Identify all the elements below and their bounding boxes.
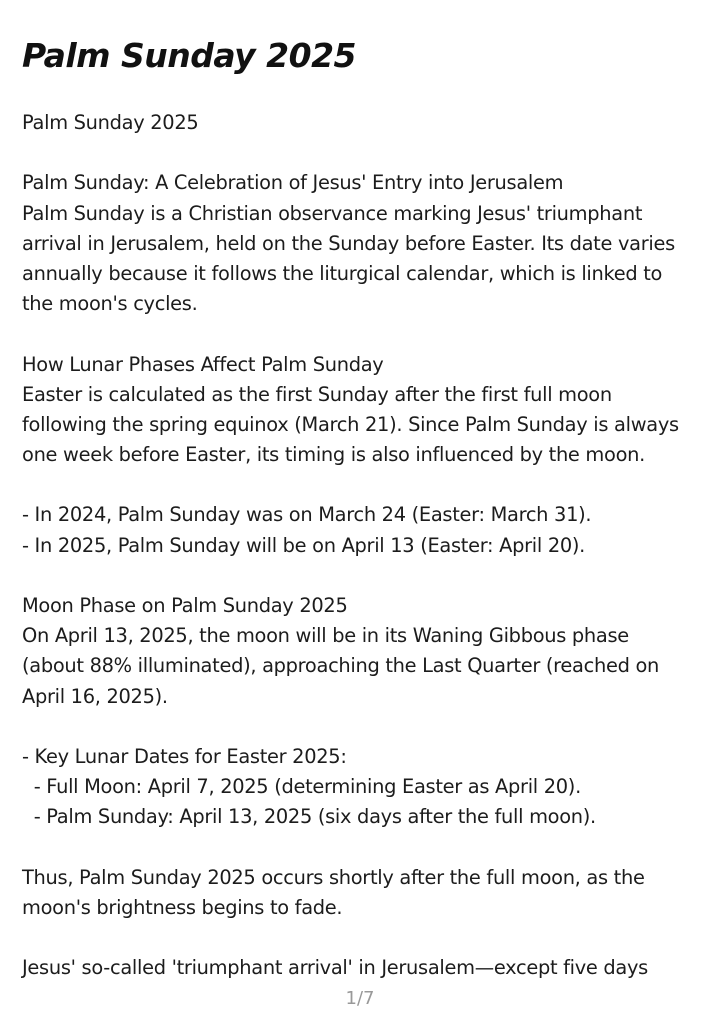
text-line: following the spring equinox (March 21). Since Palm Sunday is always (22, 412, 679, 436)
text-line: - Palm Sunday: April 13, 2025 (six days after the full moon). (22, 805, 596, 829)
text-line: Palm Sunday 2025 (22, 111, 199, 134)
text-line: arrival in Jerusalem, held on the Sunday before Easter. Its date varies (22, 231, 675, 255)
paragraph-gap (22, 923, 702, 953)
text-line: moon's brightness begins to fade. (22, 895, 343, 919)
text-line: Jesus' so-called 'triumphant arrival' in Jerusalem—except five days (22, 956, 648, 980)
text-line: (about 88% illuminated), approaching the Last Quarter (reached on (22, 654, 660, 678)
text-line: - In 2024, Palm Sunday was on March 24 (Easter: March 31). (22, 503, 592, 527)
paragraph-gap (22, 833, 702, 863)
page-counter: 1/7 (345, 988, 375, 1009)
text-line: Palm Sunday: A Celebration of Jesus' Entry into Jerusalem (22, 171, 564, 195)
text-line: - Key Lunar Dates for Easter 2025: (22, 744, 347, 768)
text-line: the moon's cycles. (22, 292, 198, 316)
text-line: On April 13, 2025, the moon will be in its Waning Gibbous phase (22, 624, 629, 648)
text-line: annually because it follows the liturgical calendar, which is linked to (22, 261, 663, 285)
paragraph-gap (22, 561, 702, 591)
text-line: Moon Phase on Palm Sunday 2025 (22, 594, 348, 617)
document-body (22, 108, 702, 983)
paragraph-gap (22, 319, 702, 349)
text-line: Thus, Palm Sunday 2025 occurs shortly after the full moon, as the (22, 865, 645, 889)
text-line: Easter is calculated as the first Sunday after the first full moon (22, 382, 612, 406)
text-line: - In 2025, Palm Sunday will be on April 13 (Easter: April 20). (22, 533, 586, 557)
paragraph-gap (22, 712, 702, 742)
text-line: - Full Moon: April 7, 2025 (determining Easter as April 20). (22, 775, 581, 799)
paragraph-gap (22, 138, 702, 168)
page-title: Palm Sunday 2025 (22, 36, 357, 75)
text-line: Palm Sunday is a Christian observance marking Jesus' triumphant (22, 201, 643, 225)
text-line: April 16, 2025). (22, 684, 168, 708)
text-line: one week before Easter, its timing is also influenced by the moon. (22, 443, 645, 467)
paragraph-gap (22, 470, 702, 500)
text-line: How Lunar Phases Affect Palm Sunday (22, 352, 384, 376)
